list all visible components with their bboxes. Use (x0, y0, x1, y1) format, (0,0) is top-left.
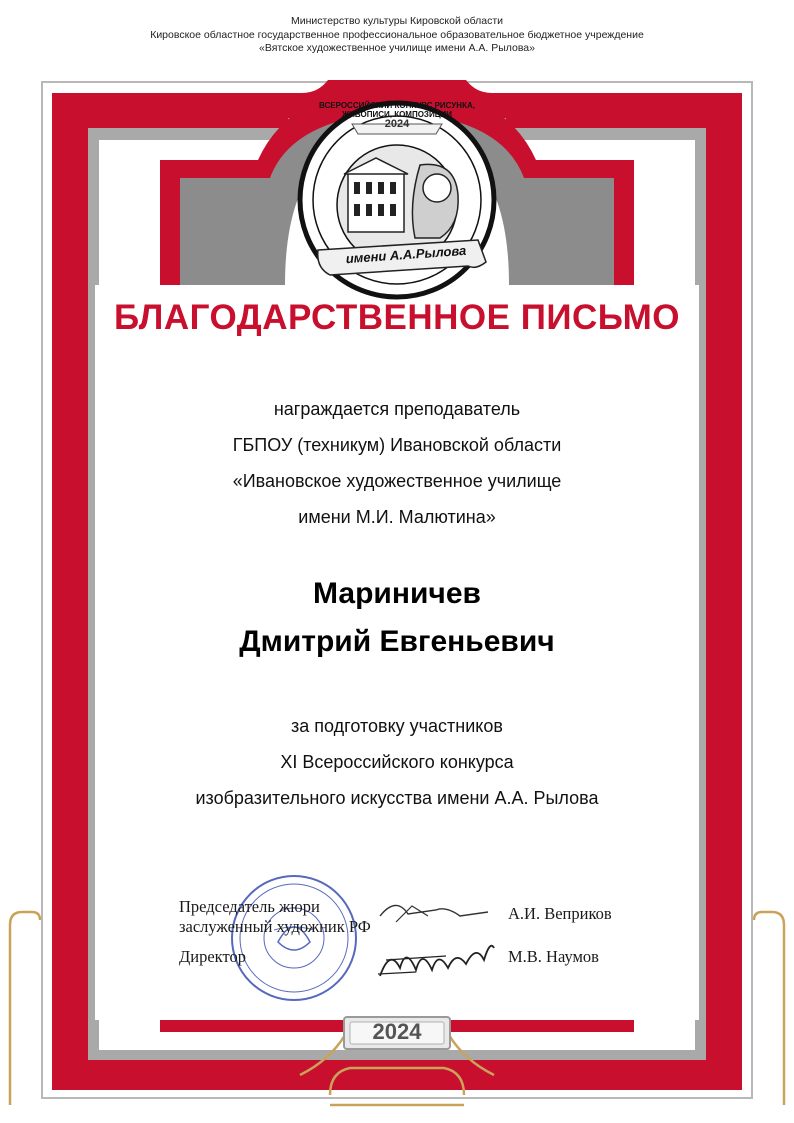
emblem-ribbon-text: имени А.А.Рылова (345, 242, 467, 267)
award-line: награждается преподаватель (273, 399, 521, 419)
award-line: имени М.И. Малютина» (298, 507, 496, 527)
recipient-surname: Мариничев (313, 577, 481, 610)
award-line: «Ивановское художественное училище (232, 471, 562, 491)
ministry-line: Министерство культуры Кировской области (290, 15, 504, 27)
school-name-line: «Вятское художественное училище имени А.А. Рылова» (259, 42, 535, 54)
award-line: ГБПОУ (техникум) Ивановской области (232, 435, 562, 455)
director-name: М.В. Наумов (508, 947, 599, 966)
chair-role-line1: Председатель жюри (179, 897, 320, 916)
chair-name: А.И. Веприков (508, 904, 612, 923)
document-title: БЛАГОДАРСТВЕННОЕ ПИСЬМО (114, 298, 680, 337)
emblem-arc-text: ВСЕРОССИЙСКИЙ КОНКУРС РИСУНКА, ЖИВОПИСИ, КОМПОЗИЦИИ (319, 101, 475, 119)
emblem-year: 2024 (384, 118, 410, 130)
director-role: Директор (179, 947, 246, 966)
reason-text (95, 708, 699, 816)
footer-year: 2024 (372, 1019, 422, 1044)
handwritten-signatures (376, 886, 516, 986)
institution-line: Кировское областное государственное профессиональное образовательное бюджетное учреждение (150, 28, 644, 41)
official-stamp (228, 872, 360, 1004)
recipient-name (95, 570, 699, 666)
chair-role-line2: заслуженный художник РФ (179, 917, 371, 936)
reason-line: XI Всероссийского конкурса (280, 752, 514, 772)
award-text (95, 391, 699, 535)
recipient-given-names: Дмитрий Евгеньевич (239, 625, 555, 658)
reason-line: за подготовку участников (291, 716, 503, 736)
reason-line: изобразительного искусства имени А.А. Рылова (195, 788, 599, 808)
